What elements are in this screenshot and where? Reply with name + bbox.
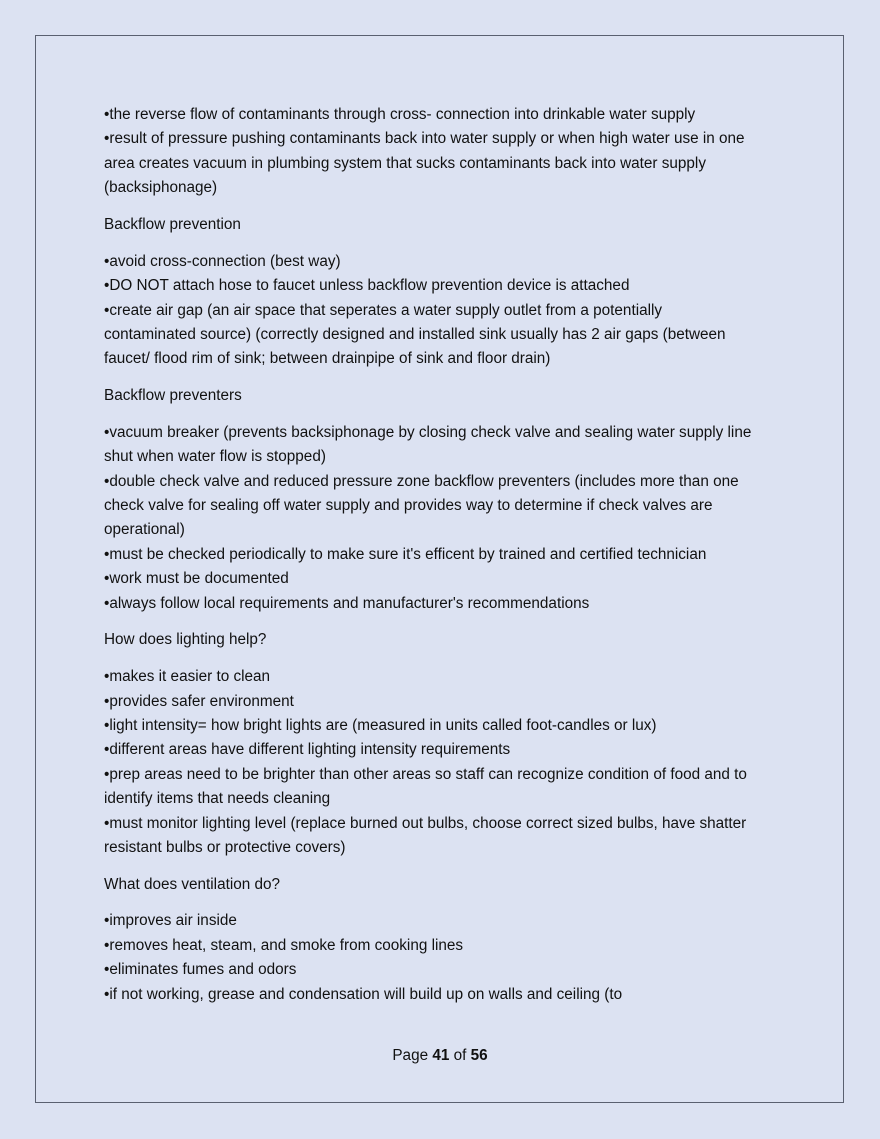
list-line: •result of pressure pushing contaminants back into water supply or when high water use in one [104, 130, 745, 148]
heading-text: Backflow preventers [104, 387, 242, 405]
list-line: •double check valve and reduced pressure zone backflow preventers (includes more than one [104, 472, 739, 490]
heading-text: How does lighting help? [104, 631, 267, 649]
list-line: (backsiphonage) [104, 179, 218, 197]
list-line: operational) [104, 521, 185, 539]
section-heading [104, 384, 804, 408]
list-line: •light intensity= how bright lights are (measured in units called foot-candles or lux) [104, 716, 657, 734]
list-line: •removes heat, steam, and smoke from cooking lines [104, 936, 464, 954]
list-line: •vacuum breaker (prevents backsiphonage by closing check valve and sealing water supply line [104, 423, 752, 441]
of-label: of [453, 1047, 467, 1064]
list-line: •avoid cross-connection (best way) [104, 252, 341, 270]
bullet-list [104, 421, 804, 616]
total-pages: 56 [470, 1047, 488, 1064]
heading-text: Backflow prevention [104, 215, 241, 233]
heading-text: What does ventilation do? [104, 875, 281, 893]
list-line: •different areas have different lighting intensity requirements [104, 741, 511, 759]
list-line: •provides safer environment [104, 692, 294, 710]
list-line: •makes it easier to clean [104, 668, 271, 686]
list-line: identify items that needs cleaning [104, 790, 331, 808]
list-line: •the reverse flow of contaminants through cross- connection into drinkable water supply [104, 106, 696, 123]
list-line: •must monitor lighting level (replace burned out bulbs, choose correct sized bulbs, have shatter [104, 814, 747, 832]
section-heading [104, 628, 804, 652]
page-label: Page [392, 1047, 429, 1064]
list-line: •create air gap (an air space that seperates a water supply outlet from a potentially [104, 301, 663, 319]
list-line: •must be checked periodically to make sure it's efficent by trained and certified technician [104, 545, 707, 563]
page-number-footer [0, 1045, 880, 1067]
list-line: •work must be documented [104, 570, 289, 588]
bullet-list [104, 909, 804, 1007]
list-line: •always follow local requirements and manufacturer's recommendations [104, 594, 590, 612]
list-line: •DO NOT attach hose to faucet unless backflow prevention device is attached [104, 277, 630, 295]
list-line: •prep areas need to be brighter than other areas so staff can recognize condition of food and to [104, 765, 747, 783]
list-line: check valve for sealing off water supply and provides way to determine if check valves are [104, 497, 713, 515]
list-line: •eliminates fumes and odors [104, 961, 297, 979]
list-line: contaminated source) (correctly designed and installed sink usually has 2 air gaps (between [104, 325, 726, 343]
document-body [104, 103, 804, 1019]
list-line: area creates vacuum in plumbing system that sucks contaminants back into water supply [104, 154, 706, 172]
section-heading [104, 213, 804, 237]
bullet-list [104, 665, 804, 860]
bullet-list [104, 250, 804, 372]
list-line: faucet/ flood rim of sink; between drainpipe of sink and floor drain) [104, 350, 551, 368]
section-heading [104, 873, 804, 897]
list-line: •if not working, grease and condensation will build up on walls and ceiling (to [104, 985, 623, 1003]
current-page: 41 [432, 1047, 450, 1064]
bullet-list [104, 103, 804, 201]
list-line: resistant bulbs or protective covers) [104, 838, 346, 856]
list-line: shut when water flow is stopped) [104, 448, 326, 466]
list-line: •improves air inside [104, 912, 237, 930]
